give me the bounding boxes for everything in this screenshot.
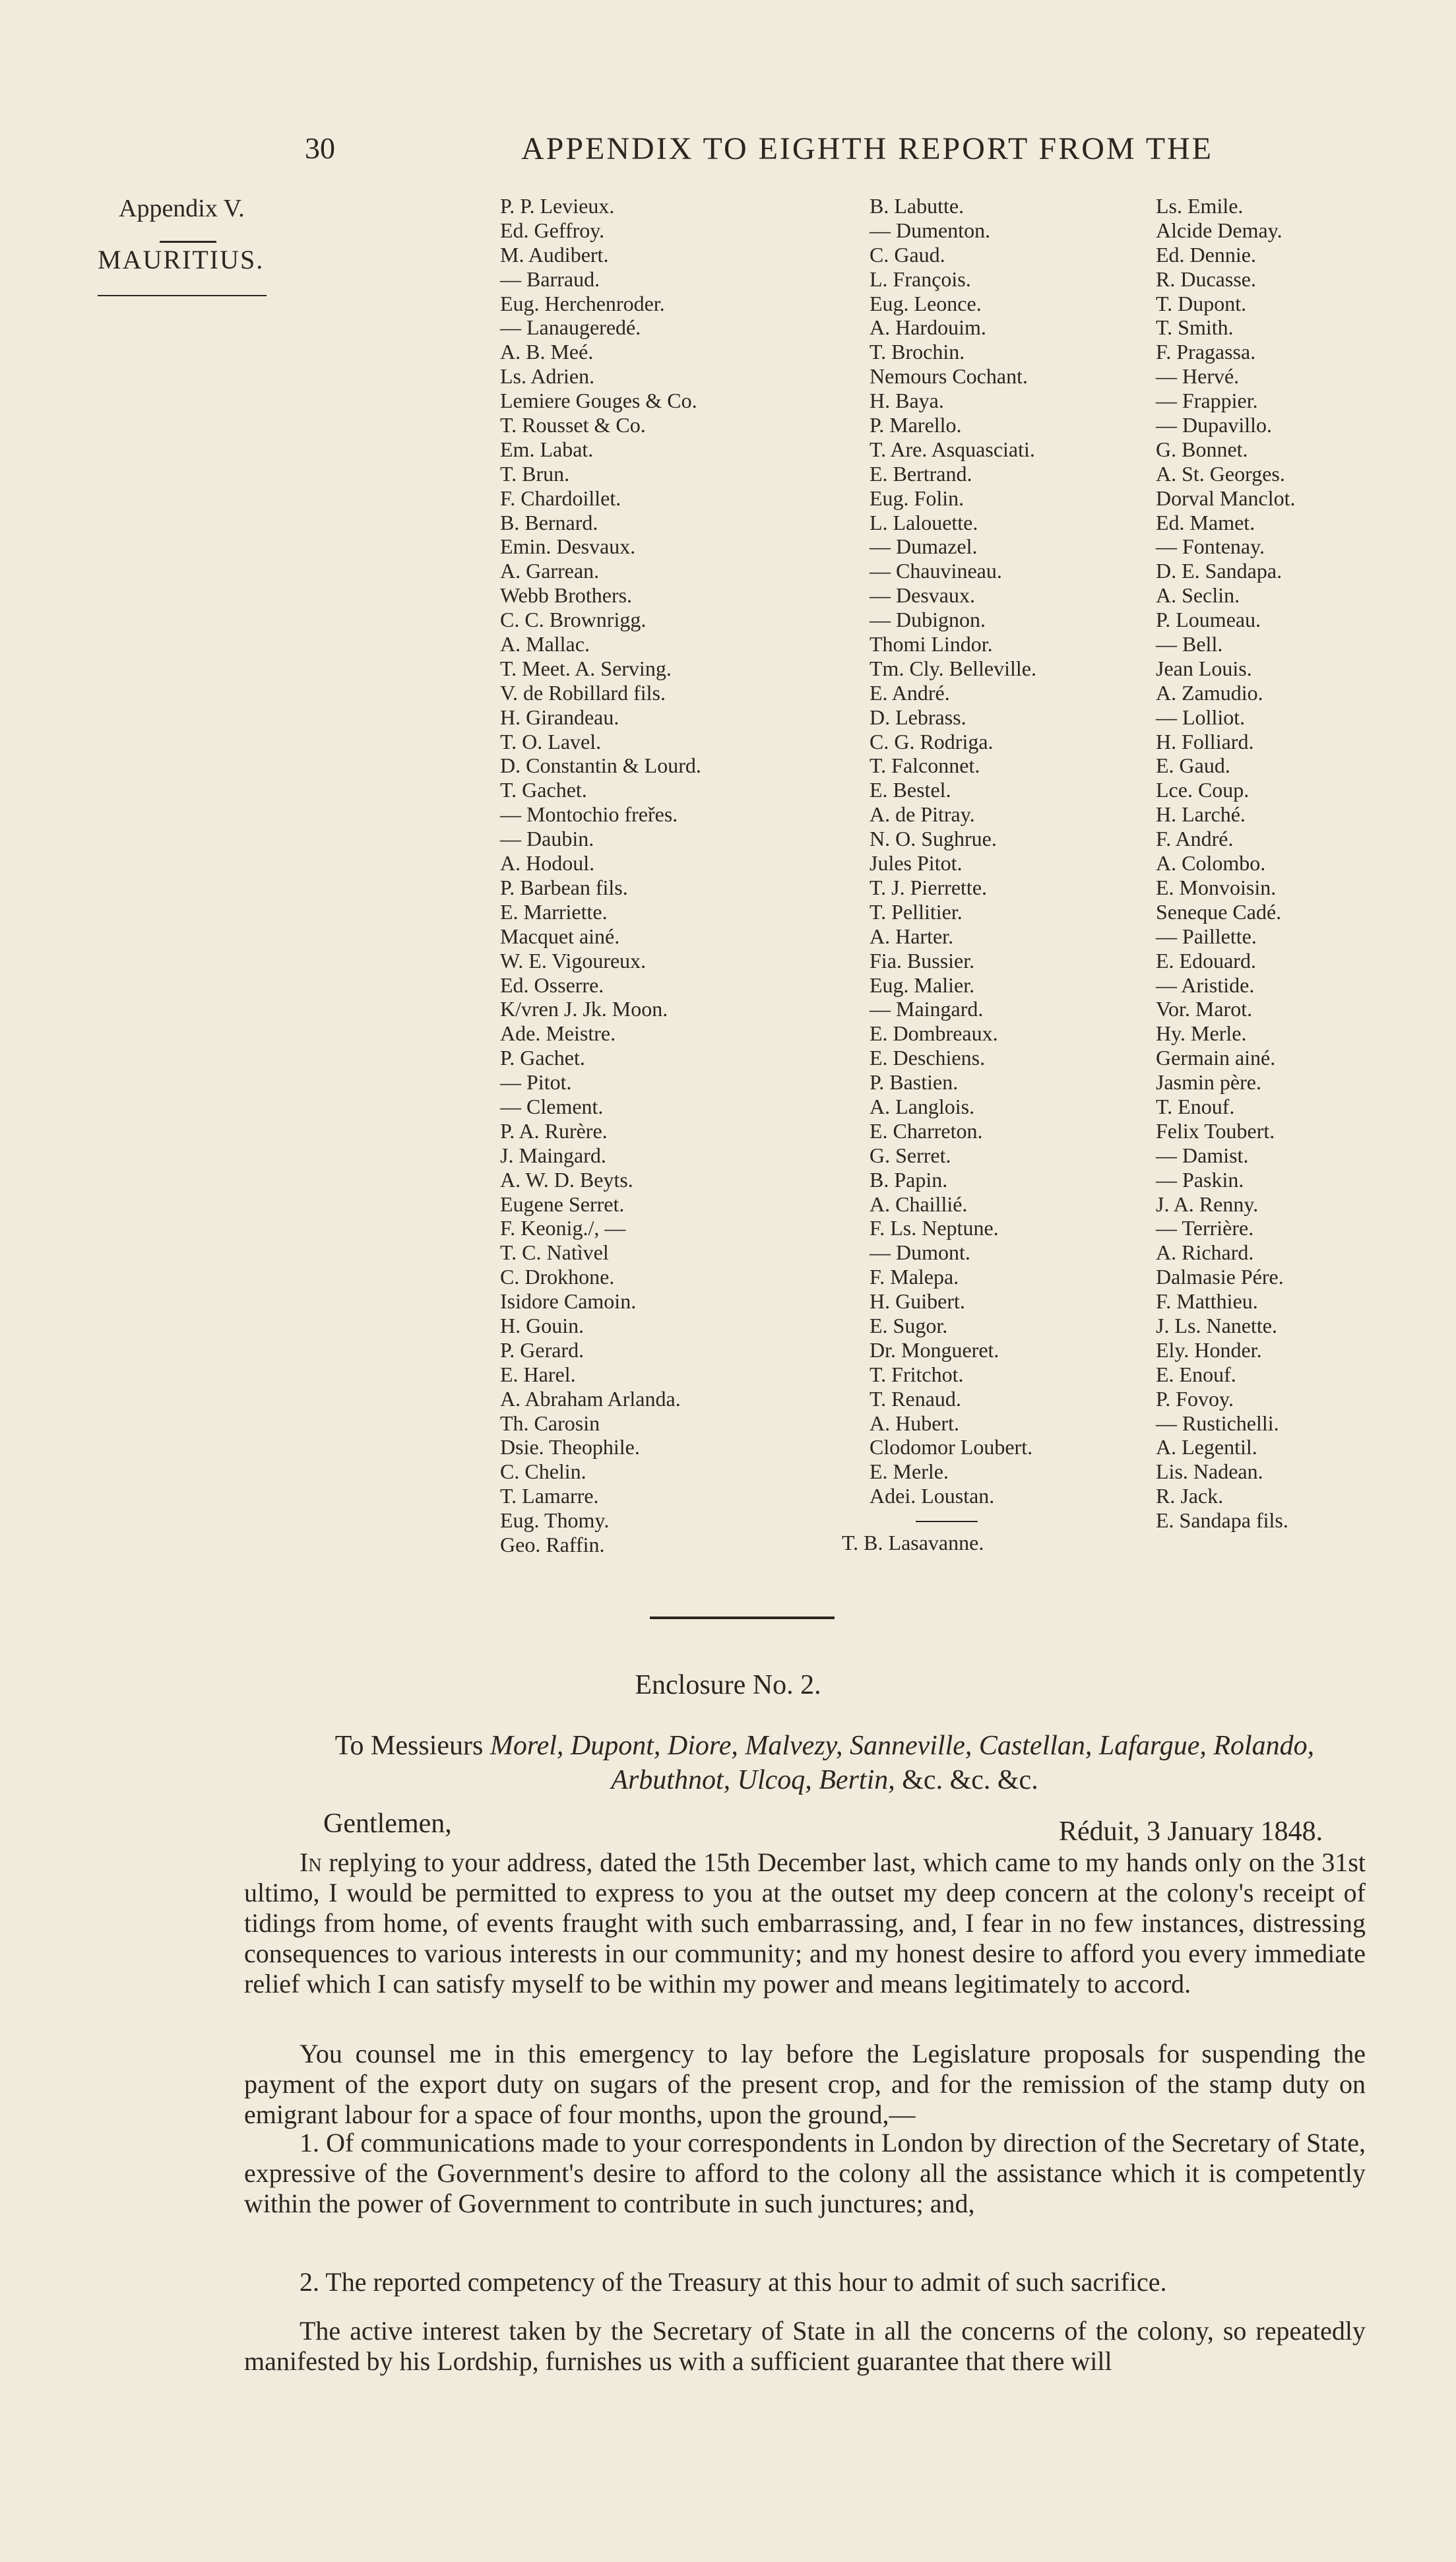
signatory-name: — Montochio freřes. [500, 802, 678, 827]
signatory-name: Ls. Emile. [1156, 194, 1244, 218]
signatory-name: T. C. Natìvel [500, 1240, 609, 1265]
signatory-name: T. Gachet. [500, 778, 587, 802]
signatory-name: T. Falconnet. [870, 753, 980, 778]
signatory-name: H. Baya. [870, 389, 944, 413]
signatory-name: A. Seclin. [1156, 583, 1240, 608]
signatory-name: A. Chaillié. [870, 1192, 968, 1216]
paragraph-initial: In [300, 1847, 322, 1877]
signatory-name: Webb Brothers. [500, 583, 633, 608]
signatory-name: — Aristide. [1156, 973, 1255, 997]
signatory-name: E. Edouard. [1156, 948, 1256, 973]
signatory-name: L. Lalouette. [870, 510, 978, 534]
signatory-name: F. Malepa. [870, 1265, 959, 1289]
signatory-name: — Dumazel. [870, 534, 978, 559]
signatory-name: — Dubignon. [870, 608, 986, 632]
signatory-name: Hy. Merle. [1156, 1021, 1247, 1046]
signatory-name: Fia. Bussier. [870, 948, 975, 973]
signatory-name: A. Harter. [870, 924, 954, 948]
signatory-name: Dsie. Theophile. [500, 1435, 640, 1459]
signatory-name: — Paskin. [1156, 1167, 1244, 1192]
signatory-name: Ed. Geffroy. [500, 218, 605, 242]
signatory-name: — Lolliot. [1156, 705, 1246, 729]
signatory-name: A. de Pitray. [870, 802, 975, 827]
signatory-name: A. W. D. Beyts. [500, 1167, 633, 1192]
signatory-name: Isidore Camoin. [500, 1289, 637, 1314]
address-prefix: To Messieurs [334, 1731, 484, 1761]
signatory-name: H. Folliard. [1156, 729, 1254, 753]
signatory-name: V. de Robillard fils. [500, 680, 666, 705]
signatory-name: Ls. Adrien. [500, 364, 595, 389]
signatory-name: R. Ducasse. [1156, 267, 1256, 291]
signatory-name: T. Fritchot. [870, 1362, 964, 1386]
signatory-name: P. Gerard. [500, 1337, 585, 1362]
signatory-name: — Damist. [1156, 1143, 1249, 1167]
signatory-name: N. O. Sughrue. [870, 827, 997, 851]
signatory-name: A. St. Georges. [1156, 461, 1285, 486]
signatory-name: Adei. Loustan. [870, 1484, 995, 1508]
signatory-name: P. Gachet. [500, 1046, 585, 1070]
signatory-name: T. Rousset & Co. [500, 413, 646, 437]
signatory-name: A. Richard. [1156, 1240, 1254, 1265]
address-names-1: Morel, Dupont, Diore, Malvezy, Sanneville, Castellan, Lafargue, Rolando, [490, 1731, 1315, 1761]
paragraph-2: You counsel me in this emergency to lay before the Legislature proposals for suspending the payment of the export duty on sugars of the present crop, and for the remission of the stamp duty on emigrant labour for a space of four months, upon the ground,— [244, 2039, 1366, 2129]
signatory-name: J. Ls. Nanette. [1156, 1313, 1277, 1337]
signatory-name: T. Meet. A. Serving. [500, 656, 672, 680]
signatory-name: G. Serret. [870, 1143, 951, 1167]
signatory-name: T. J. Pierrette. [870, 875, 988, 899]
signatory-name: Vor. Marot. [1156, 997, 1253, 1021]
signatory-name: C. Drokhone. [500, 1265, 615, 1289]
signatory-name: A. Mallac. [500, 632, 590, 657]
signatory-name: L. François. [870, 267, 971, 291]
date-line: Réduit, 3 January 1848. [1059, 1816, 1323, 1847]
signatory-name: T. Pellitier. [870, 899, 963, 924]
paragraph-1 [244, 1847, 1366, 1999]
signatory-name: — Dumont. [870, 1240, 970, 1265]
signatory-name: A. Garrean. [500, 559, 600, 583]
signatory-name: B. Bernard. [500, 510, 598, 534]
signatory-name: J. Maingard. [500, 1143, 606, 1167]
signatory-name: Nemours Cochant. [870, 364, 1028, 389]
signatory-name: P. P. Levieux. [500, 194, 615, 218]
signatory-name: Lis. Nadean. [1156, 1459, 1263, 1484]
signatory-name: Eug. Malier. [870, 973, 975, 997]
signatory-name: E. André. [870, 680, 950, 705]
signatory-name: E. Dombreaux. [870, 1021, 998, 1046]
paragraph-1-text: replying to your address, dated the 15th December last, which came to my hands only on the 31st ultimo, I would be permitted to express to you at the outset my deep concern at the colony's receipt of tidings from home, of events fraught with such embarrassing, and, I fear in no few instances, distressing consequences to various interests in our community; and my honest desire to afford you every immediate relief which I can satisfy myself to be within my power and means legitimately to accord. [244, 1847, 1366, 1999]
paragraph-5: The active interest taken by the Secretary of State in all the concerns of the colony, so repeatedly manifested by his Lordship, furnishes us with a sufficient guarantee that there will [244, 2316, 1366, 2376]
signatory-name: Seneque Cadé. [1156, 899, 1282, 924]
signatory-name: F. Ls. Neptune. [870, 1216, 999, 1240]
signatory-name: F. André. [1156, 827, 1234, 851]
running-title: APPENDIX TO EIGHTH REPORT FROM THE [521, 131, 1213, 166]
signatory-name: D. E. Sandapa. [1156, 559, 1282, 583]
signatory-name: E. Harel. [500, 1362, 576, 1386]
signatory-name: W. E. Vigoureux. [500, 948, 647, 973]
signatory-name: E. Marriette. [500, 899, 608, 924]
signatory-name: E. Charreton. [870, 1118, 983, 1143]
sidenote-colony: MAURITIUS. [98, 245, 265, 274]
signatory-name: P. Barbean fils. [500, 875, 628, 899]
signatory-name: B. Papin. [870, 1167, 948, 1192]
signatory-name: Eugene Serret. [500, 1192, 625, 1216]
signatory-name: E. Sugor. [870, 1313, 948, 1337]
signatory-name: P. Loumeau. [1156, 608, 1261, 632]
signatory-name: — Fontenay. [1156, 534, 1265, 559]
signatory-name: M. Audibert. [500, 242, 609, 267]
signatory-name: — Chauvineau. [870, 559, 1002, 583]
signatory-name: — Dupavillo. [1156, 413, 1272, 437]
signatory-name: H. Larché. [1156, 802, 1246, 827]
signatory-name: Felix Toubert. [1156, 1118, 1275, 1143]
signatory-name: A. Hardouim. [870, 315, 986, 340]
signatory-name: F. Chardoillet. [500, 486, 621, 510]
signatory-name: Germain ainé. [1156, 1046, 1276, 1070]
signatory-name: A. Colombo. [1156, 851, 1266, 876]
signatory-name: C. Chelin. [500, 1459, 586, 1484]
signatory-name: H. Girandeau. [500, 705, 619, 729]
signatory-name: E. Merle. [870, 1459, 949, 1484]
signatory-name: J. A. Renny. [1156, 1192, 1259, 1216]
signatory-name: T. O. Lavel. [500, 729, 602, 753]
signatory-name: Ade. Meistre. [500, 1021, 616, 1046]
signatory-name: H. Gouin. [500, 1313, 585, 1337]
signatory-name: T. Renaud. [870, 1386, 961, 1411]
signatory-name: T. Lamarre. [500, 1484, 599, 1508]
signatory-name: P. Marello. [870, 413, 962, 437]
sidenote-rule [160, 241, 216, 243]
signatory-name: A. B. Meé. [500, 340, 594, 364]
signatory-name: T. Enouf. [1156, 1094, 1235, 1118]
signatory-name: — Paillette. [1156, 924, 1257, 948]
signatory-name: A. Hubert. [870, 1411, 959, 1435]
signatory-name: — Frappier. [1156, 389, 1258, 413]
signatory-name: Eug. Folin. [870, 486, 965, 510]
signatory-name: A. Legentil. [1156, 1435, 1257, 1459]
signatory-name: D. Lebrass. [870, 705, 966, 729]
signatory-name: Lemiere Gouges & Co. [500, 389, 697, 413]
signatory-final: T. B. Lasavanne. [842, 1531, 984, 1554]
signatory-name: P. Fovoy. [1156, 1386, 1234, 1411]
signatory-name: — Barraud. [500, 267, 600, 291]
signatory-name: F. Pragassa. [1156, 340, 1256, 364]
sidenote-underline [98, 295, 267, 296]
signatory-name: — Dumenton. [870, 218, 991, 242]
signatory-name: Em. Labat. [500, 437, 594, 461]
signatory-name: E. Bestel. [870, 778, 951, 802]
signatory-column-1 [500, 194, 701, 1557]
signatory-name: Geo. Raffin. [500, 1532, 605, 1556]
signatory-name: Ed. Osserre. [500, 973, 604, 997]
signatory-name: Dalmasie Pére. [1156, 1265, 1284, 1289]
salutation: Gentlemen, [323, 1809, 452, 1839]
address-etc: &c. &c. &c. [902, 1765, 1038, 1795]
signatory-name: R. Jack. [1156, 1484, 1224, 1508]
signatory-name: Eug. Thomy. [500, 1508, 610, 1533]
signatory-name: — Clement. [500, 1094, 604, 1118]
signatory-name: B. Labutte. [870, 194, 965, 218]
signatory-name: A. Hodoul. [500, 851, 595, 876]
signatory-name: C. Gaud. [870, 242, 945, 267]
signatory-name: Ed. Dennie. [1156, 242, 1256, 267]
signatory-name: E. Sandapa fils. [1156, 1508, 1288, 1533]
paragraph-3: 1. Of communications made to your correspondents in London by direction of the Secretary of State, expressive of the Government's desire to afford to the colony all the assistance which it is competently within the power of Government to contribute in such junctures; and, [244, 2128, 1366, 2218]
signatory-name: A. Zamudio. [1156, 680, 1263, 705]
signatory-name: Emin. Desvaux. [500, 534, 636, 559]
signatory-name: E. Monvoisin. [1156, 875, 1277, 899]
signatory-name: T. Smith. [1156, 315, 1234, 340]
page-number: 30 [305, 131, 335, 165]
signatory-name: Macquet ainé. [500, 924, 620, 948]
section-divider [650, 1617, 835, 1619]
signatory-name: T. Brun. [500, 461, 570, 486]
signatory-name: T. Are. Asquasciati. [870, 437, 1035, 461]
signatory-name: — Maingard. [870, 997, 984, 1021]
signatory-name: — Hervé. [1156, 364, 1240, 389]
signatory-name: Tm. Cly. Belleville. [870, 656, 1036, 680]
signatory-name: G. Bonnet. [1156, 437, 1248, 461]
signatory-name: Dorval Manclot. [1156, 486, 1296, 510]
signatory-name: A. Langlois. [870, 1094, 975, 1118]
signatory-name: — Daubin. [500, 827, 594, 851]
signatory-name: A. Abraham Arlanda. [500, 1386, 681, 1411]
signatory-name: Eug. Leonce. [870, 291, 982, 315]
signatory-column-3 [1156, 194, 1296, 1533]
paragraph-4: 2. The reported competency of the Treasury at this hour to admit of such sacrifice. [300, 2267, 1167, 2297]
signatory-column-2 [870, 194, 1036, 1508]
signatory-name: P. Bastien. [870, 1070, 959, 1095]
signatory-name: T. Dupont. [1156, 291, 1247, 315]
signatory-name: Jean Louis. [1156, 656, 1252, 680]
signatory-name: K/vren J. Jk. Moon. [500, 997, 668, 1021]
signatory-name: Dr. Mongueret. [870, 1337, 999, 1362]
signatory-name: E. Deschiens. [870, 1046, 986, 1070]
signatory-name: C. C. Brownrigg. [500, 608, 647, 632]
signatory-name: D. Constantin & Lourd. [500, 753, 701, 778]
signatory-name: Ely. Honder. [1156, 1337, 1262, 1362]
signatory-name: Thomi Lindor. [870, 632, 993, 657]
signatory-name: — Rustichelli. [1156, 1411, 1279, 1435]
signatory-name: F. Matthieu. [1156, 1289, 1258, 1314]
signatory-name: — Pitot. [500, 1070, 572, 1095]
signatory-name: — Terrière. [1156, 1216, 1254, 1240]
signatory-name: Ed. Mamet. [1156, 510, 1255, 534]
signatory-name: E. Gaud. [1156, 753, 1230, 778]
signatory-name: C. G. Rodriga. [870, 729, 994, 753]
signatory-name: — Bell. [1156, 632, 1223, 657]
signatory-name: Jules Pitot. [870, 851, 963, 876]
signatory-name: Clodomor Loubert. [870, 1435, 1033, 1459]
signatory-name: E. Enouf. [1156, 1362, 1236, 1386]
signatory-name: T. Brochin. [870, 340, 965, 364]
signatory-name: F. Keonig./, — [500, 1216, 626, 1240]
signatory-name: — Desvaux. [870, 583, 975, 608]
signatory-name: E. Bertrand. [870, 461, 972, 486]
letter-address [264, 1729, 1385, 1797]
address-names-2: Arbuthnot, Ulcoq, Bertin, [611, 1765, 895, 1795]
signatory-name: Jasmin père. [1156, 1070, 1261, 1095]
signatory-name: Alcide Demay. [1156, 218, 1282, 242]
sidenote-appendix: Appendix V. [119, 195, 245, 222]
signatory-name: P. A. Rurère. [500, 1118, 608, 1143]
signatory-name: Lce. Coup. [1156, 778, 1250, 802]
enclosure-title: Enclosure No. 2. [635, 1670, 821, 1700]
signatory-name: Eug. Herchenroder. [500, 291, 665, 315]
signatory-name: H. Guibert. [870, 1289, 965, 1314]
column-separator-rule [916, 1521, 978, 1522]
signatory-name: Th. Carosin [500, 1411, 600, 1435]
signatory-name: — Lanaugeredé. [500, 315, 641, 340]
